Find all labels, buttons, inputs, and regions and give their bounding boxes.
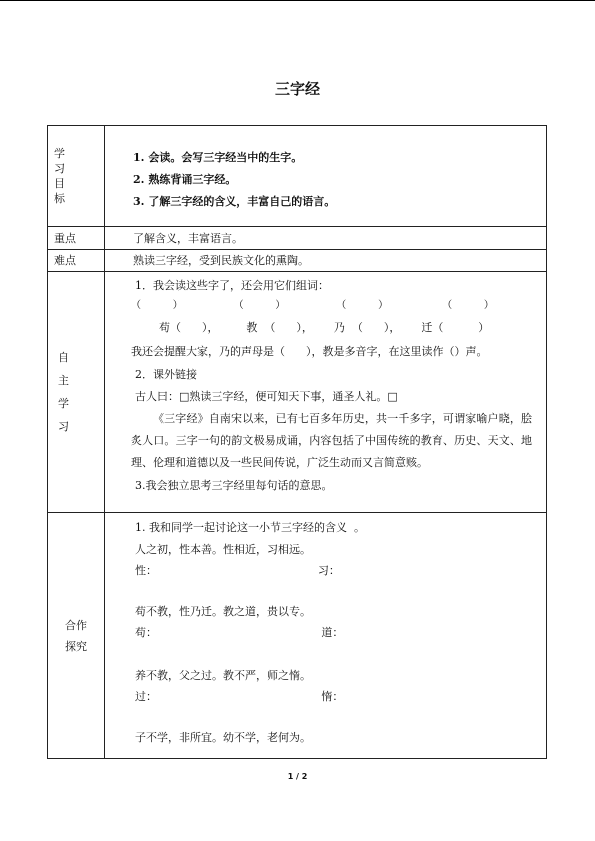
cooperation-q1: 1. 我和同学一起讨论这一小节三字经的含义 。 bbox=[135, 521, 365, 534]
cooperation-header bbox=[48, 513, 105, 759]
difficulties-row bbox=[48, 250, 547, 272]
verse-line: 人之初，性本善。性相近，习相远。 bbox=[135, 543, 311, 556]
verse-line: 子不学，非所宜。幼不学，老何为。 bbox=[135, 731, 311, 744]
key-points-row bbox=[48, 227, 547, 250]
pronunciation-reminder: 我还会提醒大家，乃的声母是（ ），教是多音字，在这里读作（）声。 bbox=[131, 345, 488, 358]
self-study-row bbox=[48, 272, 547, 513]
self-study-q3: 3.我会独立思考三字经里每句话的意思。 bbox=[135, 479, 333, 492]
key-points-text: 了解含义，丰富语言。 bbox=[105, 227, 547, 250]
cooperation-body bbox=[105, 513, 547, 759]
self-study-q2: 2．课外链接 bbox=[135, 368, 197, 381]
verse-terms: 过： 惰： bbox=[135, 690, 344, 703]
cooperation-header-line: 合作 bbox=[65, 618, 87, 632]
characters-to-group: 苟（ ）， 教 （ ）， 乃 （ ）， 迁（ ） bbox=[131, 321, 490, 334]
verse-terms: 苟： 道： bbox=[135, 626, 344, 639]
objectives-header-char: 习 bbox=[54, 162, 65, 175]
difficulties-text: 熟读三字经，受到民族文化的熏陶。 bbox=[105, 250, 547, 272]
verse-line: 养不教，父之过。教不严，师之惰。 bbox=[135, 669, 311, 682]
difficulties-header: 难点 bbox=[48, 250, 105, 272]
sanzijing-introduction: 《三字经》自南宋以来，已有七百多年历史，共一千多字，可谓家喻户晓，脍炙人口。三字一句的韵文极易成诵，内容包括了中国传统的教育、历史、天文、地理、伦理和道德以及一些民间传说，广泛生动而又言简意赅。 bbox=[131, 412, 532, 469]
page-number: 1 / 2 bbox=[287, 772, 308, 781]
verse-line: 苟不教，性乃迁。教之道，贵以专。 bbox=[135, 605, 311, 618]
page-top-rule bbox=[0, 0, 595, 1]
ancient-quote: 古人曰：□熟读三字经，便可知天下事，通圣人礼。□ bbox=[135, 390, 398, 403]
objective-item: 1. 会读。会写三字经当中的生字。 bbox=[133, 150, 303, 164]
key-points-header: 重点 bbox=[48, 227, 105, 250]
self-study-header-char: 学 bbox=[58, 397, 69, 410]
page-title: 三字经 bbox=[274, 80, 320, 98]
lesson-plan-table bbox=[47, 125, 547, 759]
self-study-body bbox=[105, 272, 547, 513]
cooperation-header-line: 探究 bbox=[65, 639, 87, 653]
objective-item: 2. 熟练背诵三字经。 bbox=[133, 172, 237, 186]
self-study-q1: 1．我会读这些字了，还会用它们组词： bbox=[135, 279, 329, 292]
objective-item: 3. 了解三字经的含义，丰富自己的语言。 bbox=[133, 194, 336, 208]
verse-terms: 性： 习： bbox=[135, 564, 340, 577]
self-study-header-char: 习 bbox=[58, 420, 69, 433]
pinyin-blanks: （ ） （ ） （ ） （ ） bbox=[131, 300, 494, 311]
objectives-header-char: 目 bbox=[54, 177, 65, 190]
objectives-header bbox=[48, 126, 105, 227]
self-study-header-char: 自 bbox=[58, 351, 69, 364]
objectives-header-char: 学 bbox=[54, 147, 65, 160]
objectives-body bbox=[105, 126, 547, 227]
objectives-row bbox=[48, 126, 547, 227]
cooperation-row bbox=[48, 513, 547, 759]
self-study-header-char: 主 bbox=[58, 374, 69, 387]
objectives-header-char: 标 bbox=[54, 192, 65, 205]
self-study-header bbox=[48, 272, 105, 513]
